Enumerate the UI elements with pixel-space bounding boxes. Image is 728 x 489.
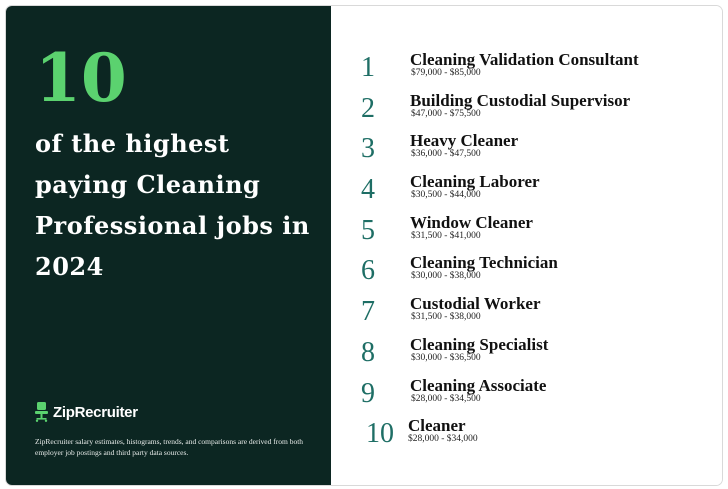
job-list [331,50,722,457]
ziprecruiter-logo [35,402,138,422]
list-item [331,416,722,457]
salary-range: $28,000 - $34,500 [411,393,481,404]
rank-number: 5 [361,214,375,246]
salary-range: $30,000 - $38,000 [411,271,481,282]
job-title: Cleaner [408,416,466,436]
rank-number: 6 [361,255,375,287]
infographic-card [6,6,722,485]
rank-number: 1 [361,52,375,83]
rank-number: 8 [361,336,375,368]
job-title: Cleaning Laborer [410,172,540,192]
hero-number: 10 [35,39,127,117]
job-title: Window Cleaner [410,212,533,232]
salary-range: $30,000 - $36,500 [411,352,481,363]
rank-number: 7 [361,296,375,328]
rank-number: 9 [361,377,375,409]
rank-number: 2 [361,92,375,124]
list-item [331,50,722,91]
list-item [331,172,722,213]
salary-range: $28,000 - $34,000 [408,434,478,445]
salary-range: $31,500 - $38,000 [411,312,481,323]
headline: of the highest paying Cleaning Professional jobs in 2024 [35,129,310,281]
job-title: Custodial Worker [410,294,541,314]
list-item [331,253,722,294]
salary-range: $31,500 - $41,000 [411,230,481,241]
salary-range: $79,000 - $85,000 [411,68,481,78]
job-title: Cleaning Technician [410,253,558,273]
list-item [331,91,722,132]
chair-mark-icon [35,402,48,422]
list-item [331,213,722,254]
salary-range: $36,000 - $47,500 [411,149,481,160]
rank-number: 3 [361,133,375,165]
job-title: Building Custodial Supervisor [410,90,631,110]
job-title: Cleaning Validation Consultant [410,50,639,69]
rank-number: 10 [366,418,394,450]
salary-range: $47,000 - $75,500 [411,108,481,119]
list-item [331,376,722,417]
disclaimer-text: ZipRecruiter salary estimates, histograms, trends, and comparisons are derived from both employer job postings and third party data sources. [35,437,304,457]
list-item [331,131,722,172]
salary-range: $30,500 - $44,000 [411,190,481,201]
job-title: Cleaning Specialist [410,334,549,354]
left-panel [6,6,331,485]
right-panel [331,6,722,485]
job-title: Heavy Cleaner [410,131,519,151]
job-title: Cleaning Associate [410,375,547,395]
logo-text: ZipRecruiter [53,403,138,421]
list-item [331,335,722,376]
rank-number: 4 [361,174,375,206]
list-item [331,294,722,335]
